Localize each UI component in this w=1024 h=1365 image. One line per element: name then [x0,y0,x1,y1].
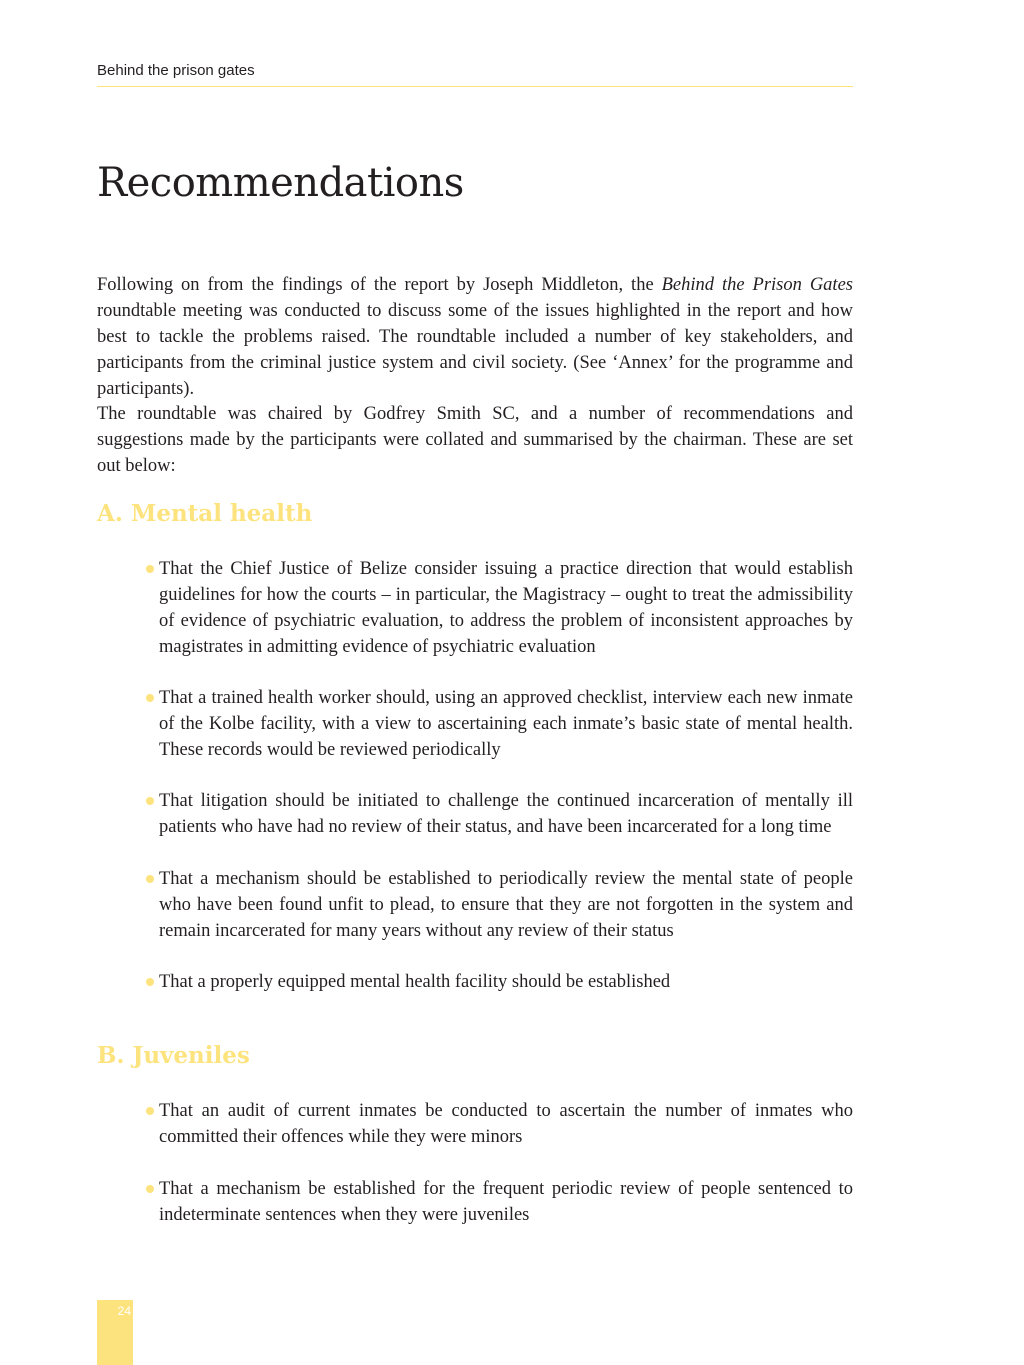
page-number-tab [97,1300,133,1365]
bullet-dot-icon [146,1107,154,1115]
report-title-italic: Behind the Prison Gates [661,275,853,295]
bullet-item: That the Chief Justice of Belize consider issuing a practice direction that would establish guidelines for how the courts – in particular, the Magistracy – ought to treat the admissibility of evidence of psychiatric evaluation, to address the problem of inconsistent approaches by magistrates in admitting evidence of psychiatric evaluation [159,556,853,660]
page-number: 24 [117,1304,131,1318]
bullet-dot-icon [146,694,154,702]
intro-text-start: Following on from the findings of the report by Joseph Middleton, the [97,275,662,295]
bullet-item: That an audit of current inmates be conducted to ascertain the number of inmates who committed their offences while they were minors [159,1098,853,1150]
page-title: Recommendations [97,160,464,206]
section-heading-mental-health: A. Mental health [97,500,313,527]
section-heading-juveniles: B. Juveniles [97,1042,250,1069]
bullet-dot-icon [146,565,154,573]
bullet-item: That a properly equipped mental health facility should be established [159,969,853,995]
intro-paragraph-2: The roundtable was chaired by Godfrey Smith SC, and a number of recommendations and suggestions made by the participants were collated and summarised by the chairman. These are set out below: [97,404,853,476]
intro-text-end: roundtable meeting was conducted to discuss some of the issues highlighted in the report and how best to tackle the problems raised. The roundtable included a number of key stakeholders, and participants from the criminal justice system and civil society. (See ‘Annex’ for the programme and participants). [97,301,853,399]
bullet-item: That a mechanism be established for the frequent periodic review of people sentenced to indeterminate sentences when they were juveniles [159,1176,853,1228]
bullet-dot-icon [146,797,154,805]
intro-paragraph-1 [97,272,853,402]
bullet-dot-icon [146,875,154,883]
bullet-item: That a trained health worker should, using an approved checklist, interview each new inmate of the Kolbe facility, with a view to ascertaining each inmate’s basic state of mental health. These records would be reviewed periodically [159,685,853,763]
bullet-dot-icon [146,1185,154,1193]
bullet-item: That litigation should be initiated to challenge the continued incarceration of mentally ill patients who have had no review of their status, and have been incarcerated for a long time [159,788,853,840]
bullet-dot-icon [146,978,154,986]
bullet-item: That a mechanism should be established to periodically review the mental state of people who have been found unfit to plead, to ensure that they are not forgotten in the system and remain incarcerated for many years without any review of their status [159,866,853,944]
running-header: Behind the prison gates [97,62,853,87]
